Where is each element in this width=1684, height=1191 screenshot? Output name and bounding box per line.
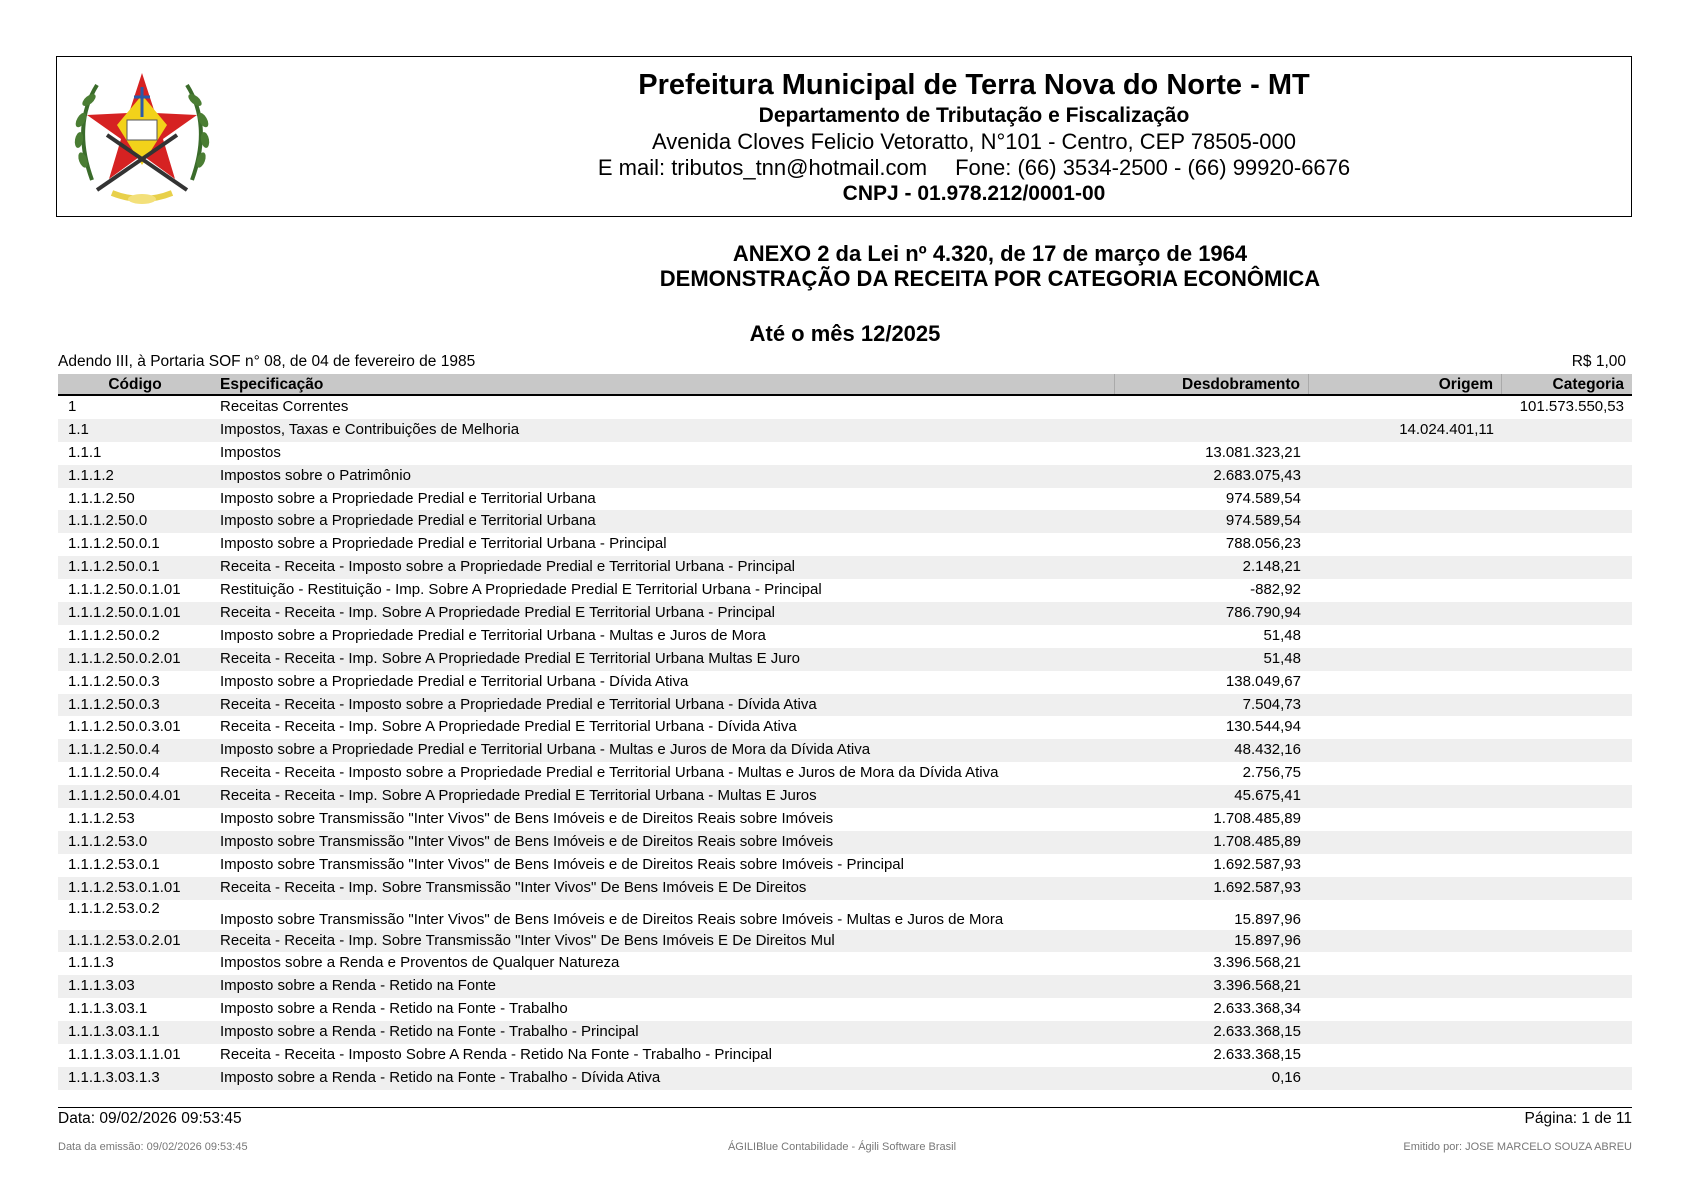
row-origem: [1309, 602, 1502, 625]
row-spec: Impostos, Taxas e Contribuições de Melhoria: [220, 420, 520, 438]
report-law-reference: ANEXO 2 da Lei nº 4.320, de 17 de março de 1964: [732, 241, 1248, 266]
row-origem: 14.024.401,11: [1399, 420, 1494, 438]
row-desdobramento: 974.589,54: [1225, 489, 1301, 507]
row-categoria: [1502, 785, 1632, 808]
table-row: [58, 556, 1632, 579]
row-spec: Receita - Receita - Imp. Sobre A Propriedade Predial E Territorial Urbana - Dívida Ativa: [220, 718, 797, 736]
table-body: [58, 396, 1632, 1090]
row-categoria: [1502, 998, 1632, 1021]
row-categoria: [1502, 716, 1632, 739]
row-spec: Receita - Receita - Imp. Sobre Transmissão "Inter Vivos" De Bens Imóveis E De Direitos: [220, 878, 807, 896]
row-desdobramento: 138.049,67: [1225, 672, 1301, 690]
cnpj: CNPJ - 01.978.212/0001-00: [842, 182, 1106, 205]
table-row: [58, 510, 1632, 533]
table-row: [58, 900, 1632, 930]
row-spec: Imposto sobre a Renda - Retido na Fonte: [220, 977, 496, 995]
table-row: [58, 1044, 1632, 1067]
row-desdobramento: 1.708.485,89: [1213, 810, 1301, 828]
table-row: [58, 877, 1632, 900]
row-code: 1.1.1.2.53.0: [68, 832, 148, 850]
row-categoria: [1502, 930, 1632, 953]
row-categoria: [1502, 533, 1632, 556]
row-desdobramento: -882,92: [1250, 581, 1301, 599]
row-desdobramento: 2.633.368,15: [1213, 1023, 1301, 1041]
software-name: ÁGILIBlue Contabilidade - Ágili Software Brasil: [727, 1141, 957, 1153]
row-desdobramento: 7.504,73: [1242, 695, 1301, 713]
column-header-categoria: Categoria: [1552, 376, 1624, 393]
row-categoria: [1502, 602, 1632, 625]
row-categoria: [1502, 831, 1632, 854]
table-row: [58, 831, 1632, 854]
row-desdobramento: 15.897,96: [1234, 910, 1301, 928]
row-code: 1.1.1.2.53.0.2: [68, 899, 160, 917]
row-categoria: [1502, 625, 1632, 648]
row-code: 1.1.1.2: [68, 466, 114, 484]
row-desdobramento: 974.589,54: [1225, 512, 1301, 530]
table-header: [58, 374, 1632, 396]
table-row: [58, 396, 1632, 419]
row-categoria: [1502, 671, 1632, 694]
row-categoria: [1502, 975, 1632, 998]
row-origem: [1309, 975, 1502, 998]
row-desdobramento: 3.396.568,21: [1213, 977, 1301, 995]
row-code: 1.1.1.2.50.0.2: [68, 626, 160, 644]
row-origem: [1309, 785, 1502, 808]
row-desdobramento: 2.148,21: [1242, 558, 1301, 576]
row-origem: [1309, 952, 1502, 975]
row-origem: [1309, 1021, 1502, 1044]
table-row: [58, 488, 1632, 511]
row-spec: Imposto sobre Transmissão "Inter Vivos" de Bens Imóveis e de Direitos Reais sobre Imóveis: [220, 810, 834, 828]
row-code: 1.1.1.3.03.1.1.01: [68, 1046, 181, 1064]
table-row: [58, 625, 1632, 648]
row-desdobramento: [1115, 396, 1309, 419]
header-box: [56, 56, 1632, 217]
row-spec: Receita - Receita - Imp. Sobre Transmissão "Inter Vivos" De Bens Imóveis E De Direitos Mul: [220, 931, 835, 949]
row-categoria: [1502, 808, 1632, 831]
column-header-desdobramento: Desdobramento: [1115, 374, 1309, 394]
row-spec: Imposto sobre a Propriedade Predial e Territorial Urbana - Multas e Juros de Mora da Dívida Ativa: [220, 741, 871, 759]
row-categoria: [1502, 694, 1632, 717]
row-desdobramento: 1.692.587,93: [1213, 878, 1301, 896]
row-categoria: [1502, 510, 1632, 533]
row-spec: Imposto sobre Transmissão "Inter Vivos" de Bens Imóveis e de Direitos Reais sobre Imóveis - Multas e Juros de Mora: [220, 910, 1004, 928]
row-categoria: [1502, 762, 1632, 785]
row-code: 1.1.1.2.50.0: [68, 512, 148, 530]
revenue-table: [58, 374, 1632, 1090]
row-desdobramento: 13.081.323,21: [1205, 443, 1301, 461]
table-row: [58, 1067, 1632, 1090]
row-desdobramento: 786.790,94: [1225, 604, 1301, 622]
row-origem: [1309, 831, 1502, 854]
row-categoria: [1502, 900, 1632, 930]
addendum-note: Adendo III, à Portaria SOF n° 08, de 04 de fevereiro de 1985: [58, 353, 476, 370]
department-name: Departamento de Tributação e Fiscalização: [758, 104, 1190, 127]
table-row: [58, 808, 1632, 831]
row-origem: [1309, 930, 1502, 953]
row-origem: [1309, 442, 1502, 465]
table-row: [58, 716, 1632, 739]
row-code: 1.1.1.3.03.1: [68, 1000, 148, 1018]
row-origem: [1309, 1044, 1502, 1067]
page-number: Página: 1 de 11: [1524, 1110, 1632, 1127]
row-categoria: [1502, 952, 1632, 975]
row-spec: Receita - Receita - Imposto Sobre A Renda - Retido Na Fonte - Trabalho - Principal: [220, 1046, 772, 1064]
table-row: [58, 671, 1632, 694]
row-spec: Imposto sobre a Renda - Retido na Fonte - Trabalho - Dívida Ativa: [220, 1068, 661, 1086]
row-categoria: [1502, 1044, 1632, 1067]
row-spec: Imposto sobre Transmissão "Inter Vivos" de Bens Imóveis e de Direitos Reais sobre Imóveis: [220, 832, 834, 850]
table-row: [58, 694, 1632, 717]
table-row: [58, 854, 1632, 877]
row-categoria: [1502, 1067, 1632, 1090]
table-row: [58, 975, 1632, 998]
row-code: 1.1.1.3.03.1.1: [68, 1023, 160, 1041]
row-desdobramento: 2.633.368,34: [1213, 1000, 1301, 1018]
row-spec: Receita - Receita - Imp. Sobre A Propriedade Predial E Territorial Urbana - Multas E Juros: [220, 787, 817, 805]
row-code: 1.1.1.2.50.0.1.01: [68, 581, 181, 599]
emission-date: Data da emissão: 09/02/2026 09:53:45: [58, 1141, 248, 1153]
row-code: 1.1.1.2.50.0.2.01: [68, 649, 181, 667]
row-spec: Impostos: [220, 443, 281, 461]
row-code: 1.1.1.2.53.0.2.01: [68, 931, 181, 949]
row-desdobramento: 3.396.568,21: [1213, 954, 1301, 972]
municipal-crest-icon: [67, 65, 217, 211]
row-spec: Impostos sobre o Patrimônio: [220, 466, 411, 484]
table-row: [58, 952, 1632, 975]
table-row: [58, 533, 1632, 556]
row-origem: [1309, 579, 1502, 602]
email: E mail: tributos_tnn@hotmail.com: [597, 155, 928, 180]
table-row: [58, 930, 1632, 953]
column-header-spec: Especificação: [212, 374, 1115, 394]
row-origem: [1309, 854, 1502, 877]
row-code: 1.1: [68, 420, 89, 438]
row-desdobramento: 45.675,41: [1234, 787, 1301, 805]
row-code: 1.1.1.2.53.0.1: [68, 855, 160, 873]
row-code: 1.1.1.2.50.0.4.01: [68, 787, 181, 805]
row-desdobramento: 51,48: [1263, 649, 1301, 667]
row-code: 1.1.1: [68, 443, 102, 461]
contact-line: [317, 155, 1631, 181]
row-spec: Imposto sobre a Propriedade Predial e Territorial Urbana - Dívida Ativa: [220, 672, 689, 690]
phone: Fone: (66) 3534-2500 - (66) 99920-6676: [955, 155, 1351, 180]
table-row: [58, 785, 1632, 808]
row-code: 1.1.1.2.50: [68, 489, 135, 507]
row-categoria: [1502, 465, 1632, 488]
row-code: 1.1.1.2.50.0.1: [68, 535, 160, 553]
row-desdobramento: 15.897,96: [1234, 931, 1301, 949]
row-categoria: [1502, 556, 1632, 579]
row-origem: [1309, 739, 1502, 762]
row-origem: [1309, 396, 1502, 419]
row-spec: Imposto sobre a Renda - Retido na Fonte - Trabalho - Principal: [220, 1023, 639, 1041]
row-code: 1.1.1.2.50.0.4: [68, 741, 160, 759]
row-desdobramento: 2.633.368,15: [1213, 1046, 1301, 1064]
row-desdobramento: 2.756,75: [1242, 764, 1301, 782]
row-categoria: [1502, 442, 1632, 465]
table-row: [58, 419, 1632, 442]
row-origem: [1309, 694, 1502, 717]
row-desdobramento: 788.056,23: [1225, 535, 1301, 553]
table-row: [58, 579, 1632, 602]
issued-by: Emitido por: JOSE MARCELO SOUZA ABREU: [1403, 1141, 1632, 1153]
row-categoria: [1502, 419, 1632, 442]
row-categoria: [1502, 488, 1632, 511]
row-code: 1.1.1.2.50.0.3: [68, 672, 160, 690]
municipality-title: Prefeitura Municipal de Terra Nova do Norte - MT: [638, 69, 1310, 101]
row-code: 1.1.1.2.50.0.1.01: [68, 604, 181, 622]
table-row: [58, 648, 1632, 671]
row-origem: [1309, 625, 1502, 648]
row-categoria: [1502, 739, 1632, 762]
row-origem: [1309, 648, 1502, 671]
row-desdobramento: 1.708.485,89: [1213, 832, 1301, 850]
row-code: 1.1.1.3.03.1.3: [68, 1068, 160, 1086]
row-spec: Imposto sobre a Renda - Retido na Fonte - Trabalho: [220, 1000, 568, 1018]
row-categoria: [1502, 854, 1632, 877]
row-origem: [1309, 808, 1502, 831]
column-header-code: Código: [108, 376, 162, 393]
row-spec: Receita - Receita - Imposto sobre a Propriedade Predial e Territorial Urbana - Multas e Juros de Mora da Dívida Ativa: [220, 764, 999, 782]
column-header-origem: Origem: [1309, 374, 1502, 394]
row-spec: Imposto sobre a Propriedade Predial e Territorial Urbana - Principal: [220, 535, 667, 553]
row-origem: [1309, 998, 1502, 1021]
row-code: 1: [68, 398, 77, 415]
row-spec: Imposto sobre a Propriedade Predial e Territorial Urbana: [220, 489, 596, 507]
row-categoria: [1502, 648, 1632, 671]
row-origem: [1309, 877, 1502, 900]
row-spec: Imposto sobre a Propriedade Predial e Territorial Urbana - Multas e Juros de Mora: [220, 626, 766, 644]
report-title: DEMONSTRAÇÃO DA RECEITA POR CATEGORIA ECONÔMICA: [659, 266, 1321, 291]
row-origem: [1309, 556, 1502, 579]
footer-divider: [58, 1107, 1632, 1108]
row-spec: Receita - Receita - Imposto sobre a Propriedade Predial e Territorial Urbana - Principal: [220, 558, 795, 576]
row-code: 1.1.1.2.50.0.4: [68, 764, 160, 782]
table-row: [58, 602, 1632, 625]
row-origem: [1309, 716, 1502, 739]
row-code: 1.1.1.2.50.0.3: [68, 695, 160, 713]
print-date: Data: 09/02/2026 09:53:45: [58, 1110, 242, 1127]
row-origem: [1309, 762, 1502, 785]
row-categoria: [1502, 877, 1632, 900]
row-categoria: 101.573.550,53: [1519, 398, 1624, 415]
row-code: 1.1.1.3.03: [68, 977, 135, 995]
address: Avenida Cloves Felicio Vetoratto, N°101 - Centro, CEP 78505-000: [652, 129, 1296, 154]
row-spec: Imposto sobre Transmissão "Inter Vivos" de Bens Imóveis e de Direitos Reais sobre Imóveis - Principal: [220, 855, 904, 873]
row-spec: Imposto sobre a Propriedade Predial e Territorial Urbana: [220, 512, 596, 530]
table-row: [58, 998, 1632, 1021]
currency-unit: R$ 1,00: [1571, 353, 1626, 370]
row-spec: Receita - Receita - Imposto sobre a Propriedade Predial e Territorial Urbana - Dívida Ativa: [220, 695, 817, 713]
row-desdobramento: 2.683.075,43: [1213, 466, 1301, 484]
row-categoria: [1502, 1021, 1632, 1044]
table-row: [58, 762, 1632, 785]
row-origem: [1309, 488, 1502, 511]
row-origem: [1309, 533, 1502, 556]
row-desdobramento: 0,16: [1271, 1068, 1301, 1086]
row-desdobramento: [1115, 419, 1309, 442]
row-spec: Receita - Receita - Imp. Sobre A Propriedade Predial E Territorial Urbana - Principal: [220, 604, 775, 622]
row-origem: [1309, 900, 1502, 930]
report-period: Até o mês 12/2025: [749, 321, 941, 346]
row-spec: Impostos sobre a Renda e Proventos de Qualquer Natureza: [220, 954, 620, 972]
row-code: 1.1.1.2.53: [68, 810, 135, 828]
row-code: 1.1.1.2.53.0.1.01: [68, 878, 181, 896]
row-origem: [1309, 1067, 1502, 1090]
table-row: [58, 1021, 1632, 1044]
row-code: 1.1.1.2.50.0.3.01: [68, 718, 181, 736]
row-categoria: [1502, 579, 1632, 602]
row-origem: [1309, 465, 1502, 488]
table-row: [58, 739, 1632, 762]
table-row: [58, 442, 1632, 465]
row-code: 1.1.1.3: [68, 954, 114, 972]
row-origem: [1309, 510, 1502, 533]
row-code: 1.1.1.2.50.0.1: [68, 558, 160, 576]
row-spec: Receita - Receita - Imp. Sobre A Propriedade Predial E Territorial Urbana Multas E Juro: [220, 649, 800, 667]
row-desdobramento: 130.544,94: [1225, 718, 1301, 736]
row-desdobramento: 1.692.587,93: [1213, 855, 1301, 873]
row-spec: Restituição - Restituição - Imp. Sobre A Propriedade Predial E Territorial Urbana - Principal: [220, 581, 822, 599]
table-row: [58, 465, 1632, 488]
row-desdobramento: 51,48: [1263, 626, 1301, 644]
row-desdobramento: 48.432,16: [1234, 741, 1301, 759]
row-spec: Receitas Correntes: [220, 398, 349, 415]
row-origem: [1309, 671, 1502, 694]
